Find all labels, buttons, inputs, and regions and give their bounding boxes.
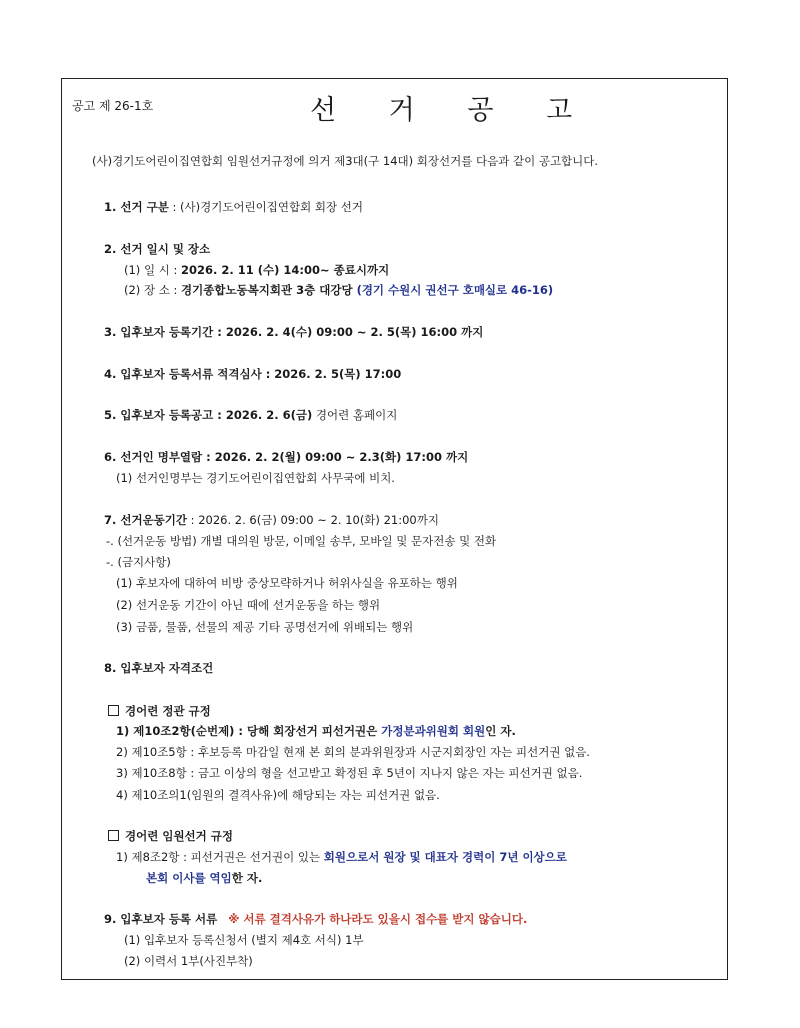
group-1-line-1	[116, 723, 516, 739]
group-1-heading	[108, 703, 211, 719]
section-1-value: : (사)경기도어린이집연합회 회장 선거	[168, 200, 363, 214]
section-5	[104, 407, 397, 423]
section-9	[104, 911, 527, 927]
section-8-label: 8. 입후보자 자격조건	[104, 661, 214, 675]
group-1-line-2: 2) 제10조5항 : 후보등록 마감일 현재 본 회의 분과위원장과 시군지회장인 자는 피선거권 없음.	[116, 745, 590, 759]
section-7-item-3: (3) 금품, 물품, 선물의 제공 기타 공명선거에 위배되는 행위	[116, 620, 414, 634]
section-9-item-2: (2) 이력서 1부(사진부착)	[124, 954, 253, 968]
place-address: (경기 수원시 권선구 호매실로 46-16)	[352, 283, 554, 297]
section-2-place	[124, 282, 553, 298]
group-2-line-1	[116, 849, 567, 865]
group-1-heading-text: 경어련 정관 규정	[125, 704, 211, 718]
section-2-label: 2. 선거 일시 및 장소	[104, 242, 211, 256]
group-2-heading-text: 경어련 임원선거 규정	[125, 829, 233, 843]
section-5-label: 5. 입후보자 등록공고 : 2026. 2. 6(금)	[104, 408, 313, 422]
checkbox-square-icon	[108, 830, 119, 841]
group-2-line-2	[146, 870, 262, 886]
group-1-line-1-c: 인 자.	[485, 724, 516, 738]
section-1-label: 1. 선거 구분	[104, 200, 169, 214]
section-7-value: : 2026. 2. 6(금) 09:00 ~ 2. 10(화) 21:00까지	[187, 513, 439, 527]
section-7-item-1: (1) 후보자에 대하여 비방 중상모략하거나 허위사실을 유포하는 행위	[116, 576, 458, 590]
section-4: 4. 입후보자 등록서류 적격심사 : 2026. 2. 5(목) 17:00	[104, 367, 402, 381]
group-2-line-1-a: 1) 제8조2항 : 피선거권은 선거권이 있는	[116, 850, 324, 864]
group-2-line-1-b: 회원으로서 원장 및 대표자 경력이 7년 이상으로	[323, 850, 567, 864]
section-7-prohibited: -. (금지사항)	[106, 555, 171, 569]
notice-number: 공고 제 26-1호	[72, 99, 154, 113]
section-1	[104, 199, 363, 215]
group-1-line-3: 3) 제10조8항 : 금고 이상의 형을 선고받고 확정된 후 5년이 지나지 않은 자는 피선거권 없음.	[116, 766, 583, 780]
section-7	[104, 512, 439, 528]
section-9-warning: ※ 서류 결격사유가 하나라도 있을시 접수를 받지 않습니다.	[228, 912, 528, 926]
group-2-line-2-a: 본회 이사를 역임	[146, 871, 232, 885]
place-value: 경기종합노동복지회관 3층 대강당	[181, 283, 353, 297]
group-1-line-4: 4) 제10조의1(임원의 결격사유)에 해당되는 자는 피선거권 없음.	[116, 788, 440, 802]
checkbox-square-icon	[108, 705, 119, 716]
place-label: (2) 장 소 :	[124, 283, 182, 297]
section-7-label: 7. 선거운동기간	[104, 513, 188, 527]
date-value: 2026. 2. 11 (수) 14:00~ 종료시까지	[181, 263, 390, 277]
intro-text: (사)경기도어린이집연합회 임원선거규정에 의거 제3대(구 14대) 회장선거를 다음과 같이 공고합니다.	[92, 154, 599, 168]
page-title: 선 거 공 고	[310, 95, 595, 126]
date-label: (1) 일 시 :	[124, 263, 182, 277]
group-1-line-1-b: 가정분과위원회 회원	[381, 724, 486, 738]
section-9-label: 9. 입후보자 등록 서류	[104, 912, 218, 926]
section-7-item-2: (2) 선거운동 기간이 아닌 때에 선거운동을 하는 행위	[116, 598, 381, 612]
section-2-date	[124, 262, 389, 278]
group-2-heading	[108, 828, 233, 844]
section-7-method: -. (선거운동 방법) 개별 대의원 방문, 이메일 송부, 모바일 및 문자전송 및 전화	[106, 534, 497, 548]
section-9-item-1: (1) 입후보자 등록신청서 (별지 제4호 서식) 1부	[124, 933, 364, 947]
section-3: 3. 입후보자 등록기간 : 2026. 2. 4(수) 09:00 ~ 2. 5(목) 16:00 까지	[104, 325, 484, 339]
section-6: 6. 선거인 명부열람 : 2026. 2. 2(월) 09:00 ~ 2.3(화) 17:00 까지	[104, 450, 469, 464]
section-5-value: 경어련 홈페이지	[312, 408, 398, 422]
group-1-line-1-a: 1) 제10조2항(순번제) : 당해 회장선거 피선거권은	[116, 724, 382, 738]
section-6-item-1: (1) 선거인명부는 경기도어린이집연합회 사무국에 비치.	[116, 471, 395, 485]
group-2-line-2-b: 한 자.	[231, 871, 263, 885]
